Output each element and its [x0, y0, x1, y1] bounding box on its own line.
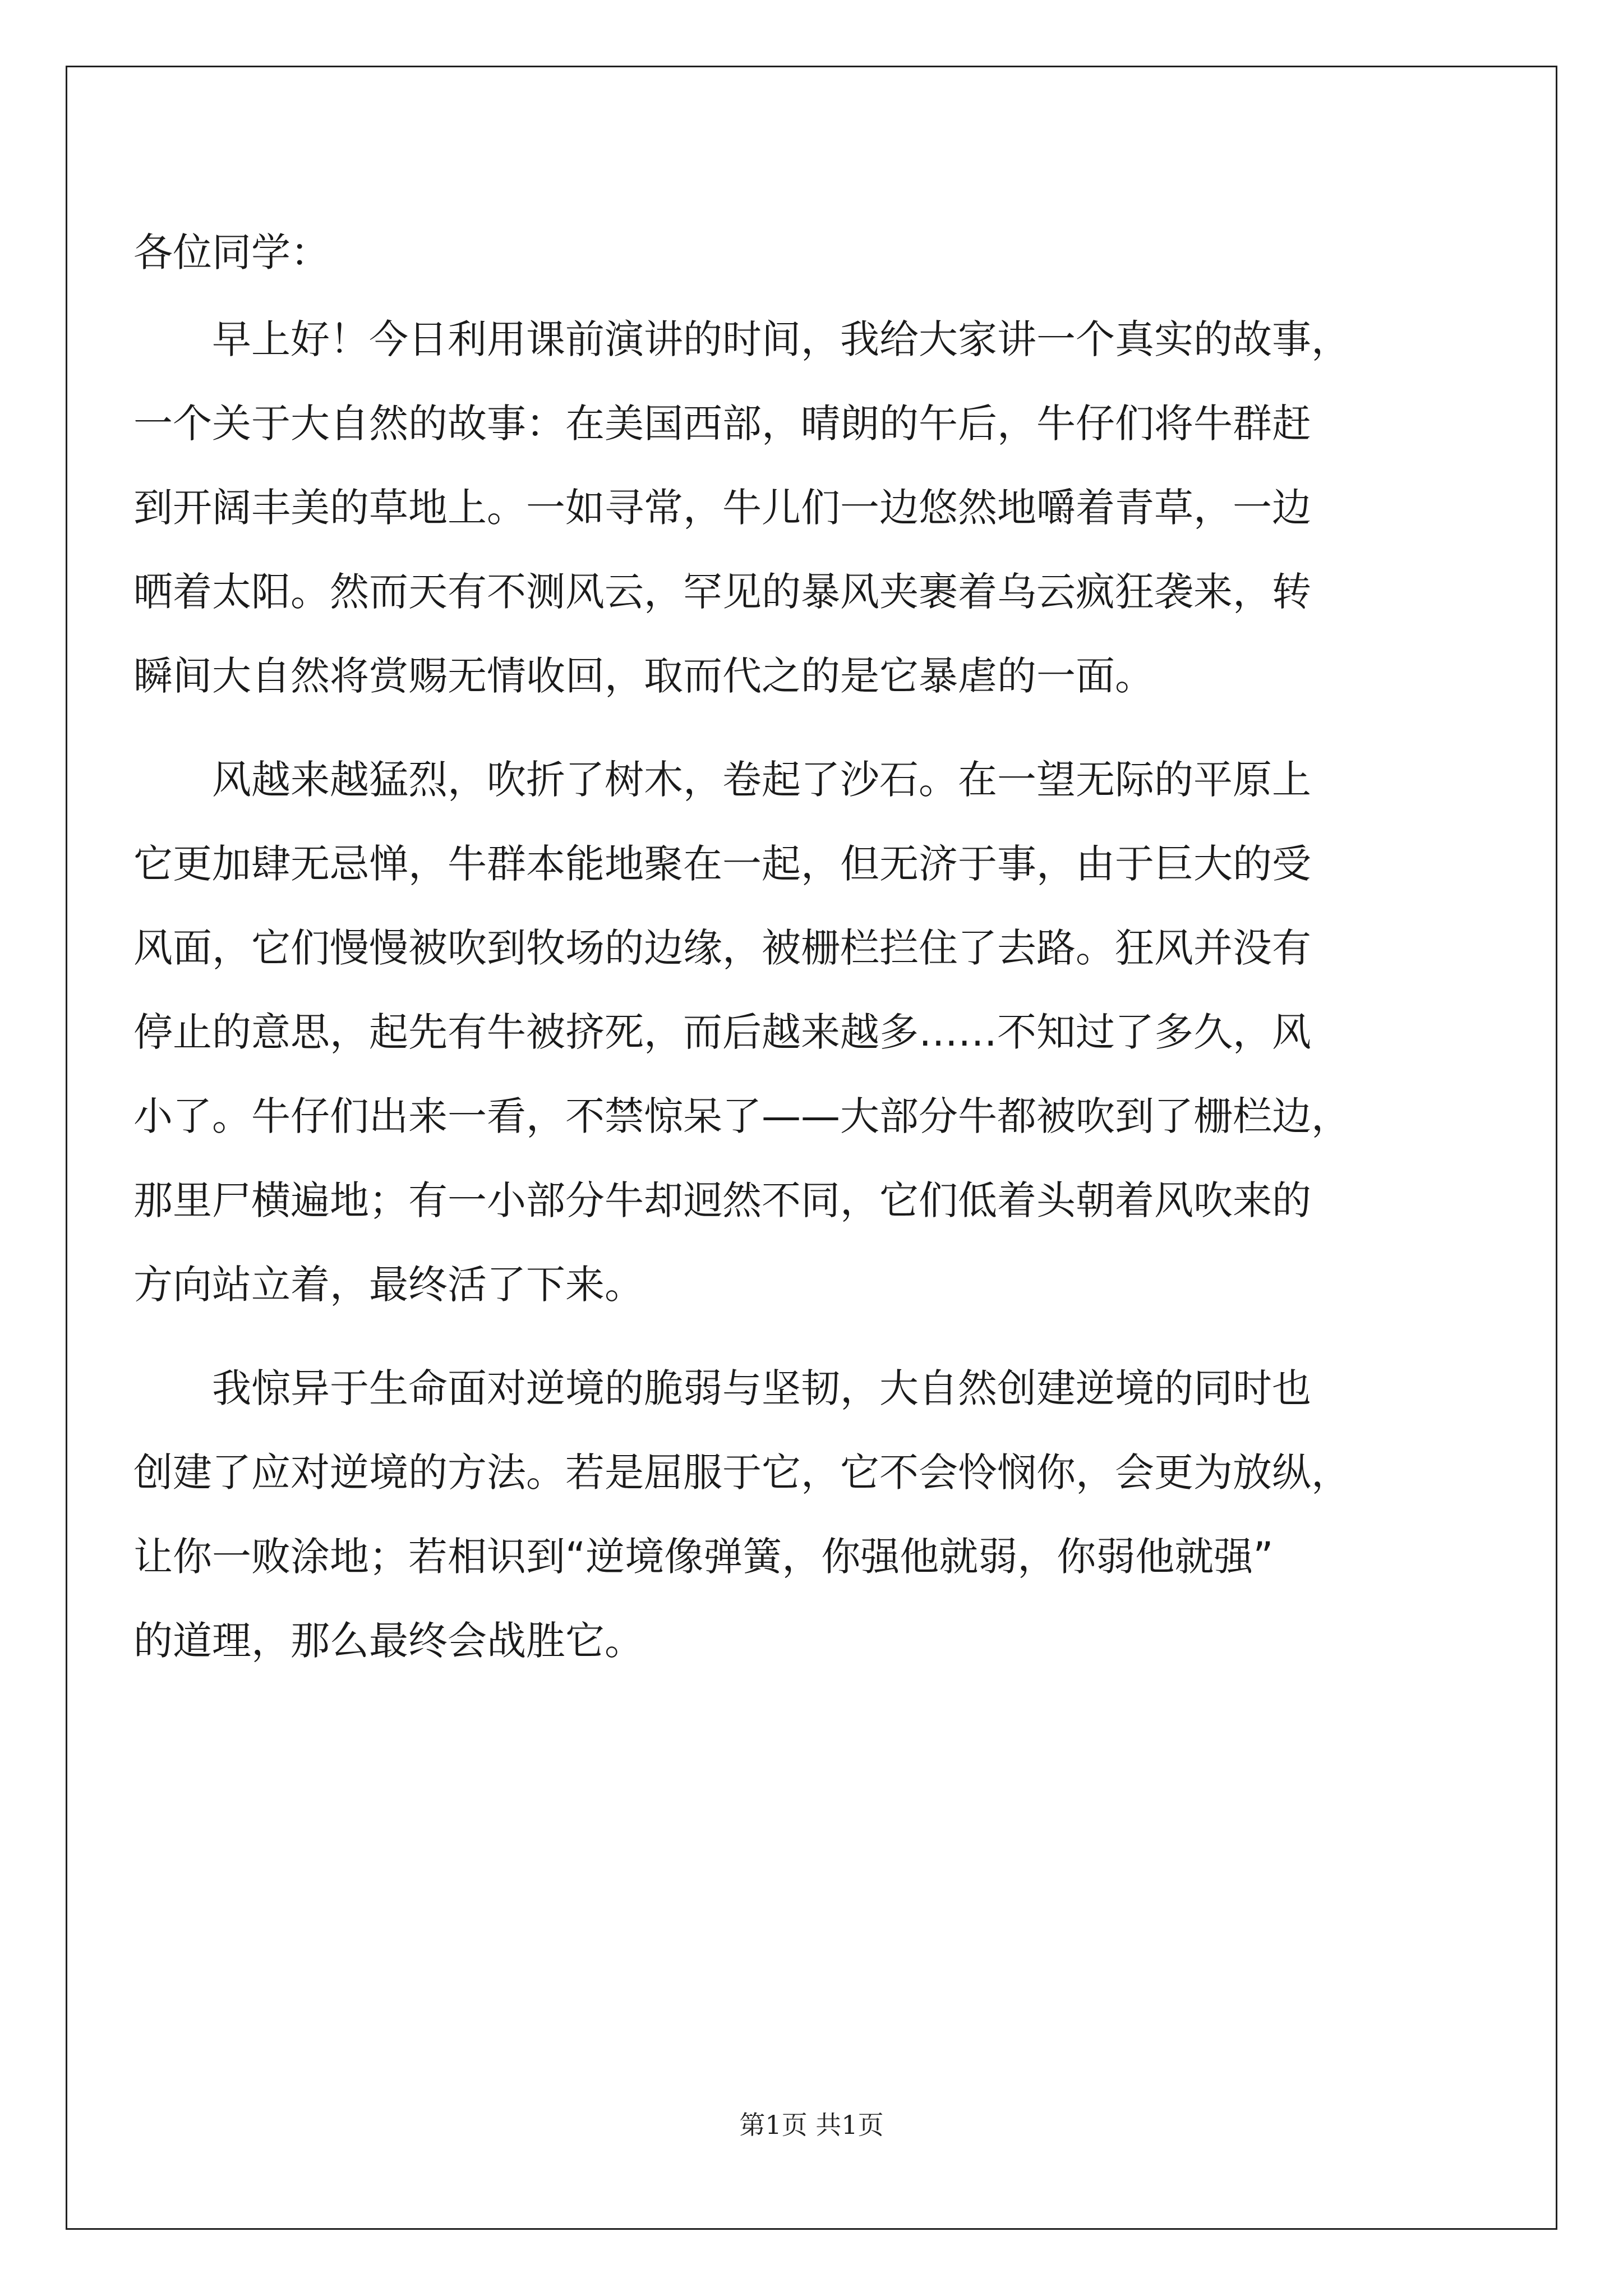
paragraph-line: 方向站立着，最终活了下来。 [133, 1262, 644, 1308]
greeting: 各位同学： [133, 229, 330, 275]
paragraph-spacer [133, 1327, 1435, 1346]
paragraph-line: 我惊异于生命面对逆境的脆弱与坚韧，大自然创建逆境的同时也 [212, 1365, 1311, 1411]
paragraph-line: 停止的意思，起先有牛被挤死，而后越来越多……不知过了多久，风 [133, 1009, 1311, 1055]
paragraph-line: 创建了应对逆境的方法。若是屈服于它，它不会怜悯你，会更为放纵， [133, 1450, 1350, 1496]
paragraph-line: 晒着太阳。然而天有不测风云，罕见的暴风夹裹着乌云疯狂袭来，转 [133, 569, 1311, 615]
paragraph-spacer [133, 718, 1435, 738]
paragraph-line: 瞬间大自然将赏赐无情收回，取而代之的是它暴虐的一面。 [133, 653, 1154, 699]
paragraph-1 [133, 297, 1435, 718]
paragraph-line: 的道理，那么最终会战胜它。 [133, 1618, 644, 1664]
paragraph-line: 它更加肆无忌惮，牛群本能地聚在一起，但无济于事，由于巨大的受 [133, 841, 1311, 887]
paragraph-line: 风面，它们慢慢被吹到牧场的边缘，被栅栏拦住了去路。狂风并没有 [133, 925, 1311, 971]
paragraph-line: 让你一败涂地；若相识到“逆境像弹簧，你强他就弱，你弱他就强” [133, 1534, 1274, 1580]
paragraph-line: 早上好！今日利用课前演讲的时间，我给大家讲一个真实的故事， [212, 316, 1350, 362]
page-footer: 第1页 共1页 [739, 2110, 884, 2140]
paragraph-line: 风越来越猛烈，吹折了树木，卷起了沙石。在一望无际的平原上 [212, 757, 1311, 803]
paragraph-line: 一个关于大自然的故事：在美国西部，晴朗的午后，牛仔们将牛群赶 [133, 401, 1311, 447]
paragraph-line: 到开阔丰美的草地上。一如寻常，牛儿们一边悠然地嚼着青草，一边 [133, 485, 1311, 531]
document-body [133, 297, 1435, 1683]
paragraph-line: 那里尸横遍地；有一小部分牛却迥然不同，它们低着头朝着风吹来的 [133, 1177, 1311, 1223]
paragraph-line: 小了。牛仔们出来一看，不禁惊呆了——大部分牛都被吹到了栅栏边， [133, 1093, 1350, 1139]
paragraph-2 [133, 738, 1435, 1327]
paragraph-3 [133, 1346, 1435, 1683]
